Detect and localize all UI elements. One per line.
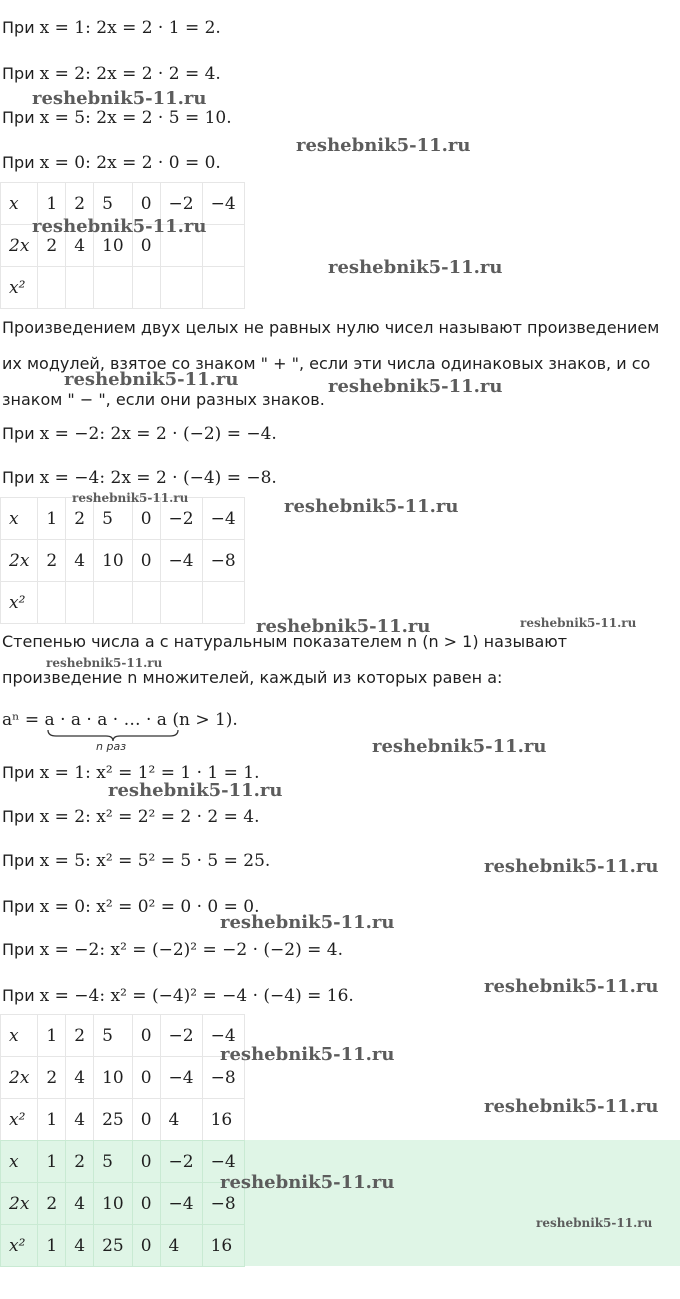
math-expression: x = 2: x² = 2² = 2 · 2 = 4.: [39, 807, 260, 827]
math-expression: x = 5: x² = 5² = 5 · 5 = 25.: [39, 851, 271, 871]
power-formula: aⁿ = a · a · a · … · a (n > 1).: [2, 710, 238, 730]
square-line-x5: [2, 851, 270, 871]
line-x1: [2, 18, 221, 38]
table-cell: 1: [38, 183, 66, 225]
watermark: reshebnik5-11.ru: [536, 1216, 653, 1230]
table-cell: [94, 582, 133, 624]
line-prefix: При: [2, 108, 40, 127]
table-cell: 0: [132, 1183, 160, 1225]
watermark: reshebnik5-11.ru: [328, 257, 503, 278]
line-prefix: При: [2, 940, 40, 959]
square-line-x2: [2, 807, 260, 827]
line-prefix: При: [2, 153, 40, 172]
watermark: reshebnik5-11.ru: [64, 369, 239, 390]
table-cell: [66, 267, 94, 309]
math-expression: x = 1: 2x = 2 · 1 = 2.: [39, 18, 221, 38]
table-cell: 0: [132, 498, 160, 540]
table-cell: 5: [94, 1015, 133, 1057]
table-cell: −4: [202, 1141, 244, 1183]
table-cell: 0: [132, 1057, 160, 1099]
watermark: reshebnik5-11.ru: [484, 976, 659, 997]
values-table-1: [0, 182, 245, 309]
table-cell: −2: [160, 183, 202, 225]
math-expression: x = 5: 2x = 2 · 5 = 10.: [39, 108, 232, 128]
answer-table: [0, 1140, 245, 1267]
watermark: reshebnik5-11.ru: [256, 616, 431, 637]
table-header-cell: x: [1, 1141, 38, 1183]
table-cell: −2: [160, 1015, 202, 1057]
line-prefix: При: [2, 424, 40, 443]
rule-paragraph-line-1: Произведением двух целых не равных нулю чисел называют произведением: [2, 318, 660, 337]
watermark: reshebnik5-11.ru: [284, 496, 459, 517]
math-expression: x = −4: 2x = 2 · (−4) = −8.: [39, 468, 277, 488]
table-cell: 1: [38, 1099, 66, 1141]
table-cell: −2: [160, 498, 202, 540]
line-x2: [2, 64, 221, 84]
watermark: reshebnik5-11.ru: [484, 1096, 659, 1117]
math-expression: x = 0: 2x = 2 · 0 = 0.: [39, 153, 221, 173]
table-cell: [202, 267, 244, 309]
table-header-cell: x²: [1, 1225, 38, 1267]
table-cell: 5: [94, 183, 133, 225]
square-line-x-neg2: [2, 940, 343, 960]
math-expression: x = −2: 2x = 2 · (−2) = −4.: [39, 424, 277, 444]
table-row: [1, 1099, 245, 1141]
watermark: reshebnik5-11.ru: [372, 736, 547, 757]
square-line-x-neg4: [2, 986, 354, 1006]
line-x5: [2, 108, 232, 128]
table-cell: 0: [132, 1099, 160, 1141]
values-table-2: [0, 497, 245, 624]
table-cell: [202, 225, 244, 267]
table-cell: 2: [38, 225, 66, 267]
watermark: reshebnik5-11.ru: [328, 376, 503, 397]
table-header-cell: 2x: [1, 1183, 38, 1225]
table-row: [1, 540, 245, 582]
table-row: [1, 1141, 245, 1183]
rule-paragraph-line-3: знаком " − ", если они разных знаков.: [2, 390, 325, 409]
table-header-cell: 2x: [1, 225, 38, 267]
watermark: reshebnik5-11.ru: [296, 135, 471, 156]
table-cell: −4: [202, 183, 244, 225]
table-cell: 1: [38, 1225, 66, 1267]
table-cell: [38, 267, 66, 309]
table-cell: −4: [160, 540, 202, 582]
line-prefix: При: [2, 897, 40, 916]
table-cell: 0: [132, 1015, 160, 1057]
table-cell: −4: [160, 1057, 202, 1099]
table-row: [1, 267, 245, 309]
line-prefix: При: [2, 468, 40, 487]
line-x-neg4: [2, 468, 277, 488]
table-cell: −4: [202, 1015, 244, 1057]
math-expression: x = 1: x² = 1² = 1 · 1 = 1.: [39, 763, 260, 783]
line-prefix: При: [2, 986, 40, 1005]
table-cell: 2: [66, 1015, 94, 1057]
table-cell: [132, 267, 160, 309]
line-x-neg2: [2, 424, 277, 444]
watermark: reshebnik5-11.ru: [32, 88, 207, 109]
watermark: reshebnik5-11.ru: [72, 491, 189, 505]
underbrace-label: n раз: [96, 740, 127, 753]
table-cell: −8: [202, 540, 244, 582]
table-cell: −8: [202, 1057, 244, 1099]
math-expression: x = −4: x² = (−4)² = −4 · (−4) = 16.: [39, 986, 354, 1006]
line-prefix: При: [2, 18, 40, 37]
table-cell: 1: [38, 1015, 66, 1057]
table-cell: 2: [66, 183, 94, 225]
table-cell: 2: [38, 540, 66, 582]
table-cell: [66, 582, 94, 624]
table-cell: 4: [66, 1183, 94, 1225]
table-cell: 1: [38, 498, 66, 540]
table-cell: 0: [132, 1141, 160, 1183]
watermark: reshebnik5-11.ru: [484, 856, 659, 877]
table-cell: 4: [66, 540, 94, 582]
table-row: [1, 1057, 245, 1099]
table-cell: 4: [66, 1225, 94, 1267]
table-cell: 2: [38, 1183, 66, 1225]
table-cell: [132, 582, 160, 624]
watermark: reshebnik5-11.ru: [46, 656, 163, 670]
table-cell: 4: [66, 1099, 94, 1141]
table-cell: [94, 267, 133, 309]
table-cell: 4: [160, 1225, 202, 1267]
values-table-3: [0, 1014, 245, 1141]
table-cell: 0: [132, 540, 160, 582]
table-header-cell: x²: [1, 1099, 38, 1141]
table-cell: 0: [132, 1225, 160, 1267]
table-cell: 5: [94, 1141, 133, 1183]
table-cell: 2: [38, 1057, 66, 1099]
math-expression: x = −2: x² = (−2)² = −2 · (−2) = 4.: [39, 940, 344, 960]
watermark: reshebnik5-11.ru: [220, 1044, 395, 1065]
math-expression: x = 0: x² = 0² = 0 · 0 = 0.: [39, 897, 260, 917]
table-cell: 0: [132, 225, 160, 267]
table-cell: [38, 582, 66, 624]
table-cell: −4: [160, 1183, 202, 1225]
table-header-cell: 2x: [1, 1057, 38, 1099]
table-cell: 10: [94, 1183, 133, 1225]
table-cell: 4: [160, 1099, 202, 1141]
line-prefix: При: [2, 64, 40, 83]
table-header-cell: x: [1, 498, 38, 540]
table-cell: −8: [202, 1183, 244, 1225]
table-cell: 10: [94, 225, 133, 267]
table-cell: 1: [38, 1141, 66, 1183]
table-header-cell: x: [1, 183, 38, 225]
table-cell: 4: [66, 225, 94, 267]
watermark: reshebnik5-11.ru: [108, 780, 283, 801]
table-cell: 2: [66, 498, 94, 540]
rule-paragraph-line-2: их модулей, взятое со знаком " + ", если эти числа одинаковых знаков, и со: [2, 354, 651, 373]
watermark: reshebnik5-11.ru: [220, 912, 395, 933]
watermark: reshebnik5-11.ru: [220, 1172, 395, 1193]
table-cell: −4: [202, 498, 244, 540]
line-x0: [2, 153, 221, 173]
line-prefix: При: [2, 807, 40, 826]
table-header-cell: x²: [1, 267, 38, 309]
watermark: reshebnik5-11.ru: [520, 616, 637, 630]
table-cell: 25: [94, 1099, 133, 1141]
table-cell: 16: [202, 1099, 244, 1141]
table-cell: −2: [160, 1141, 202, 1183]
table-cell: 16: [202, 1225, 244, 1267]
table-cell: [202, 582, 244, 624]
table-cell: [160, 267, 202, 309]
table-header-cell: 2x: [1, 540, 38, 582]
watermark: reshebnik5-11.ru: [32, 216, 207, 237]
table-cell: 4: [66, 1057, 94, 1099]
line-prefix: При: [2, 763, 40, 782]
table-row: [1, 1015, 245, 1057]
table-cell: [160, 582, 202, 624]
table-row: [1, 1225, 245, 1267]
table-cell: 5: [94, 498, 133, 540]
table-header-cell: x²: [1, 582, 38, 624]
table-cell: 10: [94, 1057, 133, 1099]
table-row: [1, 1183, 245, 1225]
line-prefix: При: [2, 851, 40, 870]
table-cell: 2: [66, 1141, 94, 1183]
table-cell: 10: [94, 540, 133, 582]
power-definition-line-1: Степенью числа a с натуральным показателем n (n > 1) называют: [2, 632, 568, 651]
power-definition-line-2: произведение n множителей, каждый из которых равен a:: [2, 668, 503, 687]
table-cell: 25: [94, 1225, 133, 1267]
table-header-cell: x: [1, 1015, 38, 1057]
table-row: [1, 582, 245, 624]
math-expression: x = 2: 2x = 2 · 2 = 4.: [39, 64, 221, 84]
table-cell: 0: [132, 183, 160, 225]
